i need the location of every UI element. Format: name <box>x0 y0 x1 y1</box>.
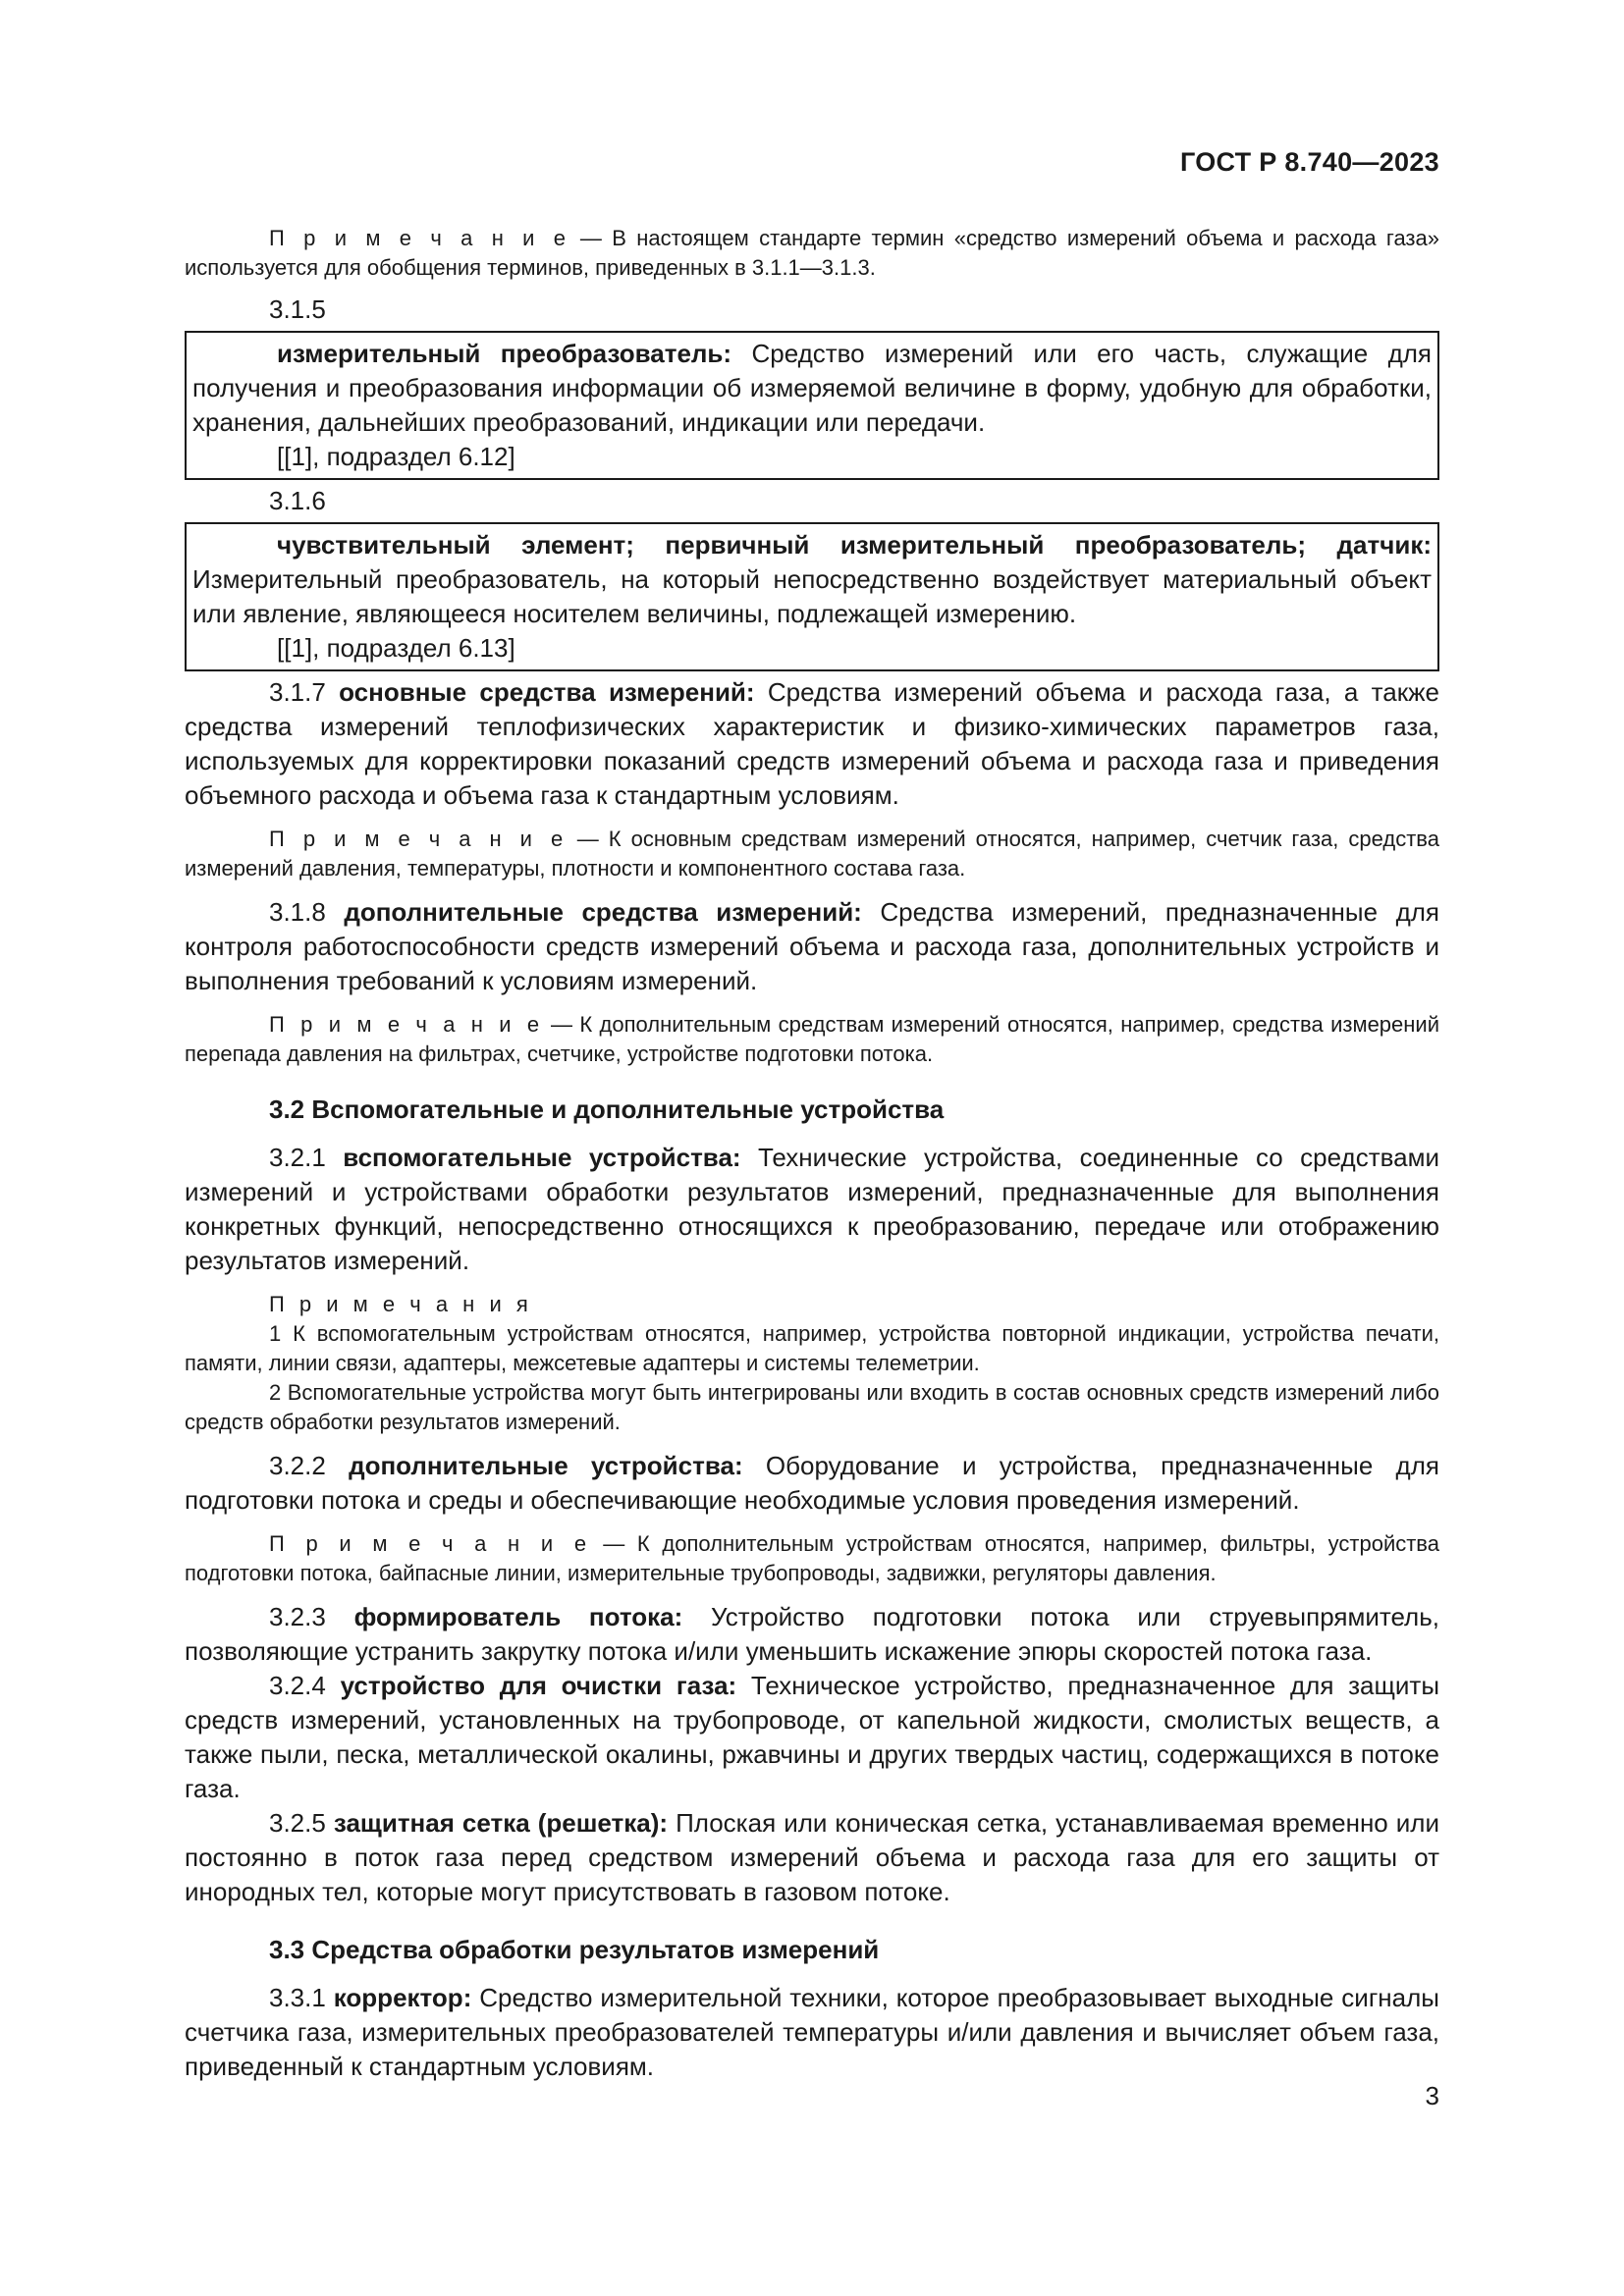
term-number-3-1-6: 3.1.6 <box>269 486 326 515</box>
term-box-3-1-5 <box>185 331 1439 480</box>
note-text: — К основным средствам измерений относятся, например, счетчик газа, средства измерений давления, температуры, плотности и компонентного состава газа. <box>185 827 1439 881</box>
section-heading-3-2: 3.2 Вспомогательные и дополнительные устройства <box>269 1095 945 1124</box>
term-text: Измерительный преобразователь, на который непосредственно воздействует материальный объект или явление, являющееся носителем величины, подлежащей измерению. <box>192 564 1432 628</box>
term-text: Средства измерений, предназначенные для контроля работоспособности средств измерений объема и расхода газа, дополнительных устройств и выполнения требований к условиям измерений. <box>185 897 1439 995</box>
note-label: П р и м е ч а н и е <box>269 1531 591 1556</box>
term-text: Техническое устройство, предназначенное для защиты средств измерений, установленных на трубопроводе, от капельной жидкости, смолистых веществ, а также пыли, песка, металлической окалины, ржавчины и других твердых частиц, содержащихся в потоке газа. <box>185 1671 1440 1803</box>
note-2-3-2-1: 2 Вспомогательные устройства могут быть интегрированы или входить в состав основных средств измерений либо средств обработки результатов измерений. <box>185 1380 1439 1434</box>
section-heading-3-3: 3.3 Средства обработки результатов измерений <box>269 1935 880 1964</box>
note-3-1-8 <box>185 1010 1439 1069</box>
term-text: Средство измерений или его часть, служащие для получения и преобразования информации об измеряемой величине в форму, удобную для обработки, хранения, дальнейших преобразований, индикации или передачи. <box>192 339 1432 437</box>
page-number: 3 <box>1425 2081 1439 2110</box>
term-number-3-1-5: 3.1.5 <box>269 294 326 324</box>
note-1-3-2-1: 1 К вспомогательным устройствам относятся, например, устройства повторной индикации, устройства печати, памяти, линии связи, адаптеры, межсетевые адаптеры и системы телеметрии. <box>185 1321 1439 1375</box>
term-3-2-1 <box>185 1141 1439 1278</box>
standard-designation: ГОСТ Р 8.740—2023 <box>1179 147 1439 177</box>
term-name: чувствительный элемент; первичный измерительный преобразователь; датчик: <box>277 530 1432 560</box>
term-name: устройство для очистки газа: <box>340 1671 737 1700</box>
term-number: 3.1.7 <box>269 677 340 707</box>
term-source: [[1], подраздел 6.12] <box>277 442 515 471</box>
term-number: 3.2.4 <box>269 1671 341 1700</box>
term-3-1-7 <box>185 675 1439 813</box>
term-text: Технические устройства, соединенные со средствами измерений и устройствами обработки результатов измерений, предназначенные для выполнения конкретных функций, непосредственно относящихся к преобразованию, передаче или отображению результатов измерений. <box>185 1143 1439 1275</box>
term-name: защитная сетка (решетка): <box>333 1808 669 1838</box>
term-name: корректор: <box>333 1983 472 2012</box>
term-name: дополнительные устройства: <box>349 1451 743 1480</box>
term-name: формирователь потока: <box>353 1602 683 1631</box>
term-number: 3.2.5 <box>269 1808 334 1838</box>
note-label: П р и м е ч а н и е <box>269 827 568 851</box>
note-label: П р и м е ч а н и е <box>269 226 570 250</box>
term-source: [[1], подраздел 6.13] <box>277 633 515 663</box>
term-3-2-4 <box>185 1669 1439 1806</box>
page-content <box>185 224 1439 2084</box>
term-3-2-3 <box>185 1600 1439 1669</box>
note-text: — К дополнительным средствам измерений относятся, например, средства измерений перепада давления на фильтрах, счетчике, устройстве подготовки потока. <box>185 1012 1439 1066</box>
term-name: дополнительные средства измерений: <box>344 897 862 927</box>
term-3-1-8 <box>185 895 1439 998</box>
term-text: Средство измерительной техники, которое преобразовывает выходные сигналы счетчика газа, измерительных преобразователей температуры и/или давления и вычисляет объем газа, приведенный к стандартным условиям. <box>185 1983 1439 2081</box>
term-definition <box>192 528 1432 631</box>
term-definition <box>192 337 1432 440</box>
term-number: 3.3.1 <box>269 1983 334 2012</box>
term-number: 3.1.8 <box>269 897 345 927</box>
note-intro <box>185 224 1439 283</box>
note-text: — В настоящем стандарте термин «средство измерений объема и расхода газа» используется для обобщения терминов, приведенных в 3.1.1—3.1.3. <box>185 226 1439 280</box>
term-number: 3.2.3 <box>269 1602 354 1631</box>
notes-label-3-2-1: П р и м е ч а н и я <box>269 1292 533 1316</box>
term-text: Средства измерений объема и расхода газа, а также средства измерений теплофизических характеристик и физико-химических параметров газа, используемых для корректировки показаний средств измерений объема и расхода газа и приведения объемного расхода и объема газа к стандартным условиям. <box>185 677 1439 810</box>
term-3-2-2 <box>185 1449 1439 1518</box>
term-box-3-1-6 <box>185 522 1439 671</box>
term-name: основные средства измерений: <box>339 677 755 707</box>
note-label: П р и м е ч а н и е <box>269 1012 544 1037</box>
term-3-2-5 <box>185 1806 1439 1909</box>
term-name: измерительный преобразователь: <box>277 339 732 368</box>
term-number: 3.2.1 <box>269 1143 344 1172</box>
term-text: Плоская или коническая сетка, устанавливаемая временно или постоянно в поток газа перед средством измерений объема и расхода газа для его защиты от инородных тел, которые могут присутствовать в газовом потоке. <box>185 1808 1440 1906</box>
note-text: — К дополнительным устройствам относятся, например, фильтры, устройства подготовки потока, байпасные линии, измерительные трубопроводы, задвижки, регуляторы давления. <box>185 1531 1439 1585</box>
term-3-3-1 <box>185 1981 1439 2084</box>
note-3-2-2 <box>185 1529 1439 1588</box>
term-text: Устройство подготовки потока или струевыпрямитель, позволяющие устранить закрутку потока и/или уменьшить искажение эпюры скоростей потока газа. <box>185 1602 1439 1666</box>
note-3-1-7 <box>185 825 1439 883</box>
term-number: 3.2.2 <box>269 1451 350 1480</box>
term-name: вспомогательные устройства: <box>343 1143 741 1172</box>
term-text: Оборудование и устройства, предназначенные для подготовки потока и среды и обеспечивающие необходимые условия проведения измерений. <box>185 1451 1439 1515</box>
